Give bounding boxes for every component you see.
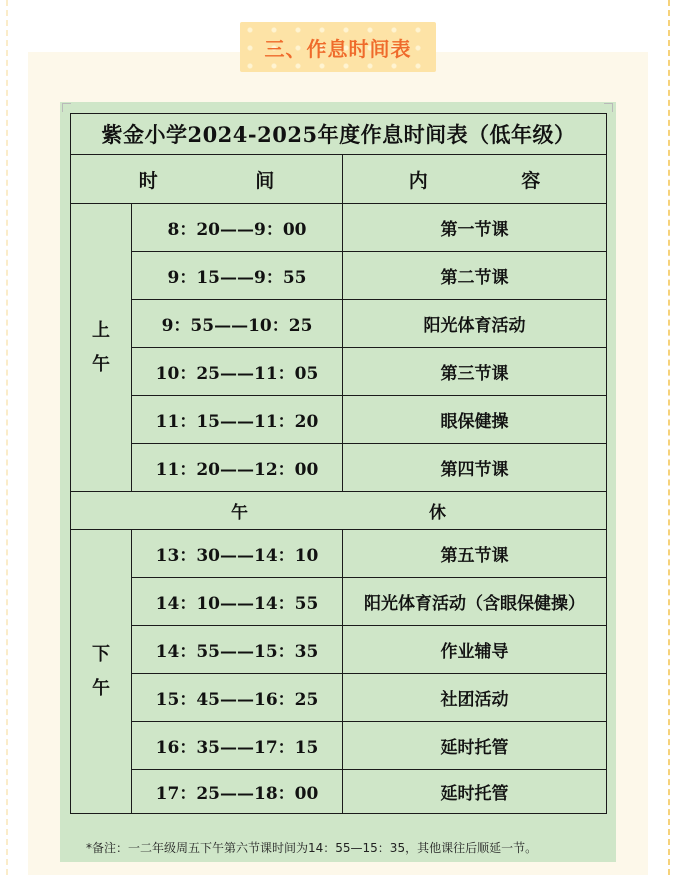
left-dashed-border	[6, 0, 8, 875]
crop-mark-right	[604, 103, 613, 112]
morning-content-1: 第一节课	[343, 204, 607, 252]
afternoon-content-4: 社团活动	[343, 674, 607, 722]
noon-break-char-2: 休	[429, 503, 447, 523]
afternoon-content-6: 延时托管	[343, 770, 607, 814]
afternoon-label	[71, 530, 132, 814]
morning-content-3: 阳光体育活动	[343, 300, 607, 348]
afternoon-time-1: 13：30——14：10	[132, 530, 343, 578]
header-time	[71, 155, 343, 204]
morning-time-1: 8：20——9：00	[132, 204, 343, 252]
morning-content-6: 第四节课	[343, 444, 607, 492]
morning-time-2: 9：15——9：55	[132, 252, 343, 300]
morning-time-4: 10：25——11：05	[132, 348, 343, 396]
noon-break-row	[71, 492, 607, 530]
morning-time-6: 11：20——12：00	[132, 444, 343, 492]
morning-label-char-2: 午	[92, 353, 110, 375]
schedule-table	[70, 113, 607, 814]
afternoon-content-5: 延时托管	[343, 722, 607, 770]
header-content-char-2: 容	[521, 169, 541, 192]
table-title: 紫金小学2024-2025年度作息时间表（低年级）	[71, 114, 607, 155]
morning-label	[71, 204, 132, 492]
afternoon-label-char-1: 下	[92, 643, 110, 665]
afternoon-content-1: 第五节课	[343, 530, 607, 578]
section-title: 三、作息时间表	[264, 36, 412, 61]
afternoon-time-3: 14：55——15：35	[132, 626, 343, 674]
morning-time-5: 11：15——11：20	[132, 396, 343, 444]
header-content	[343, 155, 607, 204]
afternoon-time-4: 15：45——16：25	[132, 674, 343, 722]
header-time-char-2: 间	[255, 169, 275, 192]
header-time-char-1: 时	[138, 169, 158, 192]
morning-time-3: 9：55——10：25	[132, 300, 343, 348]
afternoon-label-char-2: 午	[92, 677, 110, 699]
morning-content-5: 眼保健操	[343, 396, 607, 444]
afternoon-content-3: 作业辅导	[343, 626, 607, 674]
morning-content-4: 第三节课	[343, 348, 607, 396]
section-title-banner	[240, 22, 436, 72]
morning-label-char-1: 上	[92, 319, 110, 341]
right-dashed-border	[668, 0, 670, 875]
crop-mark-left	[62, 103, 71, 112]
footnote: *备注：一二年级周五下午第六节课时间为14：55—15：35，其他课往后顺延一节。	[86, 841, 538, 855]
morning-content-2: 第二节课	[343, 252, 607, 300]
afternoon-time-2: 14：10——14：55	[132, 578, 343, 626]
header-content-char-1: 内	[408, 169, 428, 192]
afternoon-content-2: 阳光体育活动（含眼保健操）	[343, 578, 607, 626]
afternoon-time-5: 16：35——17：15	[132, 722, 343, 770]
noon-break-char-1: 午	[231, 503, 248, 523]
afternoon-time-6: 17：25——18：00	[132, 770, 343, 814]
